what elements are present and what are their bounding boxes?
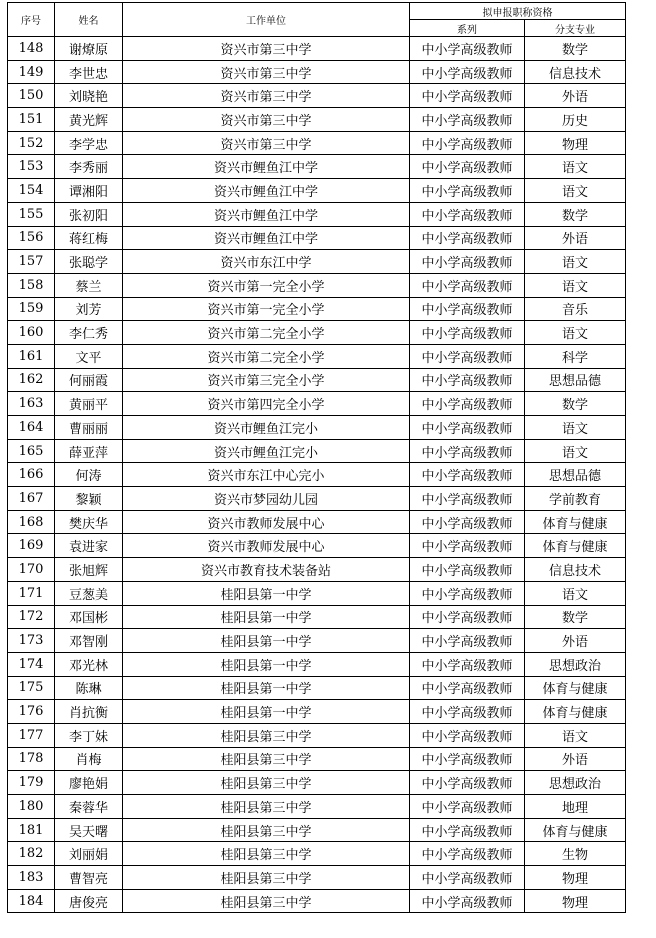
cell-work-unit: 资兴市教育技术装备站 xyxy=(123,558,410,582)
cell-name: 文平 xyxy=(55,344,123,368)
cell-series: 中小学高级教师 xyxy=(410,771,525,795)
cell-specialty: 思想政治 xyxy=(525,652,626,676)
cell-work-unit: 资兴市鲤鱼江中学 xyxy=(123,226,410,250)
cell-name: 曹丽丽 xyxy=(55,416,123,440)
table-row xyxy=(8,297,626,321)
cell-name: 李世忠 xyxy=(55,60,123,84)
header-name: 姓名 xyxy=(55,3,123,37)
cell-name: 吴天曙 xyxy=(55,818,123,842)
cell-work-unit: 资兴市鲤鱼江中学 xyxy=(123,179,410,203)
cell-work-unit: 资兴市第三中学 xyxy=(123,108,410,132)
cell-name: 廖艳娟 xyxy=(55,771,123,795)
cell-work-unit: 资兴市鲤鱼江完小 xyxy=(123,439,410,463)
cell-name: 李秀丽 xyxy=(55,155,123,179)
cell-name: 何涛 xyxy=(55,463,123,487)
cell-work-unit: 桂阳县第三中学 xyxy=(123,795,410,819)
header-series: 系列 xyxy=(410,20,525,37)
cell-series: 中小学高级教师 xyxy=(410,202,525,226)
cell-series: 中小学高级教师 xyxy=(410,392,525,416)
cell-serial-number: 170 xyxy=(8,558,55,582)
cell-specialty: 物理 xyxy=(525,131,626,155)
table-row xyxy=(8,747,626,771)
table-row xyxy=(8,439,626,463)
cell-specialty: 学前教育 xyxy=(525,487,626,511)
cell-work-unit: 资兴市第二完全小学 xyxy=(123,321,410,345)
table-row xyxy=(8,108,626,132)
table-row xyxy=(8,629,626,653)
table-row xyxy=(8,605,626,629)
cell-serial-number: 148 xyxy=(8,37,55,61)
cell-series: 中小学高级教师 xyxy=(410,368,525,392)
cell-name: 李学忠 xyxy=(55,131,123,155)
cell-serial-number: 158 xyxy=(8,273,55,297)
cell-serial-number: 175 xyxy=(8,676,55,700)
cell-series: 中小学高级教师 xyxy=(410,842,525,866)
table-row xyxy=(8,889,626,913)
cell-serial-number: 156 xyxy=(8,226,55,250)
cell-series: 中小学高级教师 xyxy=(410,416,525,440)
cell-serial-number: 169 xyxy=(8,534,55,558)
cell-serial-number: 177 xyxy=(8,723,55,747)
cell-serial-number: 153 xyxy=(8,155,55,179)
cell-name: 邓光林 xyxy=(55,652,123,676)
cell-work-unit: 资兴市鲤鱼江完小 xyxy=(123,416,410,440)
header-specialty: 分支专业 xyxy=(525,20,626,37)
cell-name: 陈琳 xyxy=(55,676,123,700)
cell-serial-number: 168 xyxy=(8,510,55,534)
cell-name: 肖抗衡 xyxy=(55,700,123,724)
cell-specialty: 思想政治 xyxy=(525,771,626,795)
cell-work-unit: 资兴市第三完全小学 xyxy=(123,368,410,392)
table-row xyxy=(8,842,626,866)
table-row xyxy=(8,558,626,582)
table-row xyxy=(8,155,626,179)
cell-series: 中小学高级教师 xyxy=(410,534,525,558)
cell-series: 中小学高级教师 xyxy=(410,605,525,629)
table-row xyxy=(8,416,626,440)
cell-series: 中小学高级教师 xyxy=(410,439,525,463)
cell-name: 张初阳 xyxy=(55,202,123,226)
cell-specialty: 外语 xyxy=(525,226,626,250)
cell-specialty: 语文 xyxy=(525,581,626,605)
cell-specialty: 外语 xyxy=(525,84,626,108)
cell-specialty: 外语 xyxy=(525,629,626,653)
cell-series: 中小学高级教师 xyxy=(410,226,525,250)
table-row xyxy=(8,344,626,368)
cell-serial-number: 171 xyxy=(8,581,55,605)
cell-work-unit: 桂阳县第一中学 xyxy=(123,700,410,724)
cell-name: 薛亚萍 xyxy=(55,439,123,463)
table-row xyxy=(8,202,626,226)
cell-serial-number: 179 xyxy=(8,771,55,795)
cell-work-unit: 桂阳县第三中学 xyxy=(123,842,410,866)
cell-series: 中小学高级教师 xyxy=(410,60,525,84)
cell-work-unit: 资兴市第一完全小学 xyxy=(123,297,410,321)
cell-series: 中小学高级教师 xyxy=(410,866,525,890)
cell-work-unit: 桂阳县第一中学 xyxy=(123,581,410,605)
cell-specialty: 语文 xyxy=(525,321,626,345)
cell-specialty: 语文 xyxy=(525,179,626,203)
table-row xyxy=(8,226,626,250)
header-serial-number: 序号 xyxy=(8,3,55,37)
cell-specialty: 科学 xyxy=(525,344,626,368)
cell-specialty: 数学 xyxy=(525,202,626,226)
cell-serial-number: 181 xyxy=(8,818,55,842)
cell-series: 中小学高级教师 xyxy=(410,179,525,203)
cell-name: 黄光辉 xyxy=(55,108,123,132)
cell-specialty: 语文 xyxy=(525,250,626,274)
cell-series: 中小学高级教师 xyxy=(410,629,525,653)
cell-name: 李仁秀 xyxy=(55,321,123,345)
table-row xyxy=(8,392,626,416)
cell-serial-number: 155 xyxy=(8,202,55,226)
table-row xyxy=(8,534,626,558)
cell-work-unit: 资兴市鲤鱼江中学 xyxy=(123,155,410,179)
cell-name: 秦蓉华 xyxy=(55,795,123,819)
cell-serial-number: 162 xyxy=(8,368,55,392)
table-row xyxy=(8,179,626,203)
cell-serial-number: 161 xyxy=(8,344,55,368)
cell-series: 中小学高级教师 xyxy=(410,131,525,155)
cell-work-unit: 资兴市第三中学 xyxy=(123,131,410,155)
cell-specialty: 思想品德 xyxy=(525,463,626,487)
table-row xyxy=(8,37,626,61)
table-row xyxy=(8,652,626,676)
table-row xyxy=(8,487,626,511)
table-row xyxy=(8,795,626,819)
cell-name: 豆葱美 xyxy=(55,581,123,605)
cell-series: 中小学高级教师 xyxy=(410,250,525,274)
cell-specialty: 信息技术 xyxy=(525,60,626,84)
cell-serial-number: 178 xyxy=(8,747,55,771)
table-row xyxy=(8,273,626,297)
cell-serial-number: 150 xyxy=(8,84,55,108)
cell-work-unit: 资兴市第三中学 xyxy=(123,84,410,108)
cell-name: 李丁妹 xyxy=(55,723,123,747)
cell-series: 中小学高级教师 xyxy=(410,297,525,321)
cell-name: 张旭辉 xyxy=(55,558,123,582)
cell-specialty: 思想品德 xyxy=(525,368,626,392)
cell-series: 中小学高级教师 xyxy=(410,558,525,582)
cell-serial-number: 173 xyxy=(8,629,55,653)
cell-name: 蒋红梅 xyxy=(55,226,123,250)
table-row xyxy=(8,818,626,842)
cell-specialty: 物理 xyxy=(525,889,626,913)
table-row xyxy=(8,581,626,605)
cell-name: 黎颖 xyxy=(55,487,123,511)
cell-series: 中小学高级教师 xyxy=(410,818,525,842)
cell-serial-number: 172 xyxy=(8,605,55,629)
cell-name: 刘晓艳 xyxy=(55,84,123,108)
cell-serial-number: 165 xyxy=(8,439,55,463)
cell-serial-number: 154 xyxy=(8,179,55,203)
cell-work-unit: 桂阳县第三中学 xyxy=(123,747,410,771)
cell-work-unit: 桂阳县第三中学 xyxy=(123,866,410,890)
cell-work-unit: 资兴市东江中心完小 xyxy=(123,463,410,487)
cell-series: 中小学高级教师 xyxy=(410,273,525,297)
cell-series: 中小学高级教师 xyxy=(410,795,525,819)
cell-name: 曹智亮 xyxy=(55,866,123,890)
cell-specialty: 语文 xyxy=(525,155,626,179)
table-row xyxy=(8,700,626,724)
table-row xyxy=(8,131,626,155)
cell-name: 黄丽平 xyxy=(55,392,123,416)
cell-serial-number: 166 xyxy=(8,463,55,487)
cell-work-unit: 桂阳县第三中学 xyxy=(123,818,410,842)
cell-series: 中小学高级教师 xyxy=(410,344,525,368)
cell-work-unit: 桂阳县第三中学 xyxy=(123,771,410,795)
cell-specialty: 语文 xyxy=(525,723,626,747)
cell-work-unit: 桂阳县第一中学 xyxy=(123,605,410,629)
cell-name: 谭湘阳 xyxy=(55,179,123,203)
cell-work-unit: 资兴市东江中学 xyxy=(123,250,410,274)
cell-work-unit: 资兴市第三中学 xyxy=(123,60,410,84)
cell-serial-number: 163 xyxy=(8,392,55,416)
cell-specialty: 地理 xyxy=(525,795,626,819)
cell-work-unit: 桂阳县第三中学 xyxy=(123,889,410,913)
cell-work-unit: 桂阳县第一中学 xyxy=(123,652,410,676)
cell-serial-number: 159 xyxy=(8,297,55,321)
header-title-qualification-group: 拟申报职称资格 xyxy=(410,3,626,20)
cell-serial-number: 184 xyxy=(8,889,55,913)
table-row xyxy=(8,463,626,487)
cell-series: 中小学高级教师 xyxy=(410,487,525,511)
cell-specialty: 体育与健康 xyxy=(525,700,626,724)
cell-series: 中小学高级教师 xyxy=(410,108,525,132)
cell-name: 蔡兰 xyxy=(55,273,123,297)
cell-serial-number: 160 xyxy=(8,321,55,345)
table-header xyxy=(8,3,626,37)
table-row xyxy=(8,321,626,345)
cell-serial-number: 167 xyxy=(8,487,55,511)
cell-specialty: 语文 xyxy=(525,273,626,297)
cell-serial-number: 157 xyxy=(8,250,55,274)
table-row xyxy=(8,368,626,392)
cell-serial-number: 174 xyxy=(8,652,55,676)
cell-serial-number: 152 xyxy=(8,131,55,155)
cell-name: 肖梅 xyxy=(55,747,123,771)
table-body xyxy=(8,37,626,913)
cell-series: 中小学高级教师 xyxy=(410,747,525,771)
cell-specialty: 音乐 xyxy=(525,297,626,321)
header-work-unit: 工作单位 xyxy=(123,3,410,37)
cell-name: 邓智刚 xyxy=(55,629,123,653)
cell-name: 刘丽娟 xyxy=(55,842,123,866)
cell-name: 袁进家 xyxy=(55,534,123,558)
cell-serial-number: 176 xyxy=(8,700,55,724)
table-row xyxy=(8,771,626,795)
cell-serial-number: 164 xyxy=(8,416,55,440)
cell-specialty: 数学 xyxy=(525,37,626,61)
cell-series: 中小学高级教师 xyxy=(410,889,525,913)
cell-series: 中小学高级教师 xyxy=(410,463,525,487)
cell-specialty: 数学 xyxy=(525,605,626,629)
cell-work-unit: 资兴市第一完全小学 xyxy=(123,273,410,297)
cell-name: 谢燎原 xyxy=(55,37,123,61)
cell-specialty: 历史 xyxy=(525,108,626,132)
cell-serial-number: 183 xyxy=(8,866,55,890)
cell-work-unit: 资兴市梦园幼儿园 xyxy=(123,487,410,511)
cell-specialty: 外语 xyxy=(525,747,626,771)
cell-series: 中小学高级教师 xyxy=(410,723,525,747)
cell-specialty: 体育与健康 xyxy=(525,534,626,558)
cell-series: 中小学高级教师 xyxy=(410,37,525,61)
table-row xyxy=(8,60,626,84)
cell-work-unit: 桂阳县第三中学 xyxy=(123,723,410,747)
cell-work-unit: 资兴市第四完全小学 xyxy=(123,392,410,416)
cell-work-unit: 资兴市鲤鱼江中学 xyxy=(123,202,410,226)
cell-specialty: 体育与健康 xyxy=(525,818,626,842)
cell-serial-number: 149 xyxy=(8,60,55,84)
cell-work-unit: 桂阳县第一中学 xyxy=(123,629,410,653)
cell-series: 中小学高级教师 xyxy=(410,676,525,700)
cell-specialty: 语文 xyxy=(525,416,626,440)
table-row xyxy=(8,866,626,890)
cell-series: 中小学高级教师 xyxy=(410,581,525,605)
table-row xyxy=(8,250,626,274)
cell-serial-number: 151 xyxy=(8,108,55,132)
cell-serial-number: 182 xyxy=(8,842,55,866)
cell-work-unit: 资兴市第二完全小学 xyxy=(123,344,410,368)
cell-specialty: 生物 xyxy=(525,842,626,866)
cell-work-unit: 资兴市教师发展中心 xyxy=(123,510,410,534)
cell-name: 张聪学 xyxy=(55,250,123,274)
cell-specialty: 数学 xyxy=(525,392,626,416)
table-row xyxy=(8,723,626,747)
cell-name: 刘芳 xyxy=(55,297,123,321)
cell-name: 唐俊亮 xyxy=(55,889,123,913)
table-row xyxy=(8,676,626,700)
cell-series: 中小学高级教师 xyxy=(410,155,525,179)
cell-specialty: 物理 xyxy=(525,866,626,890)
cell-name: 邓国彬 xyxy=(55,605,123,629)
roster-table xyxy=(7,2,626,913)
cell-work-unit: 桂阳县第一中学 xyxy=(123,676,410,700)
roster-sheet xyxy=(7,2,625,913)
cell-series: 中小学高级教师 xyxy=(410,321,525,345)
cell-work-unit: 资兴市教师发展中心 xyxy=(123,534,410,558)
table-row xyxy=(8,510,626,534)
cell-name: 樊庆华 xyxy=(55,510,123,534)
cell-name: 何丽霞 xyxy=(55,368,123,392)
cell-serial-number: 180 xyxy=(8,795,55,819)
cell-specialty: 语文 xyxy=(525,439,626,463)
cell-series: 中小学高级教师 xyxy=(410,652,525,676)
cell-work-unit: 资兴市第三中学 xyxy=(123,37,410,61)
cell-specialty: 体育与健康 xyxy=(525,510,626,534)
table-row xyxy=(8,84,626,108)
cell-specialty: 信息技术 xyxy=(525,558,626,582)
cell-series: 中小学高级教师 xyxy=(410,700,525,724)
cell-series: 中小学高级教师 xyxy=(410,510,525,534)
cell-series: 中小学高级教师 xyxy=(410,84,525,108)
cell-specialty: 体育与健康 xyxy=(525,676,626,700)
